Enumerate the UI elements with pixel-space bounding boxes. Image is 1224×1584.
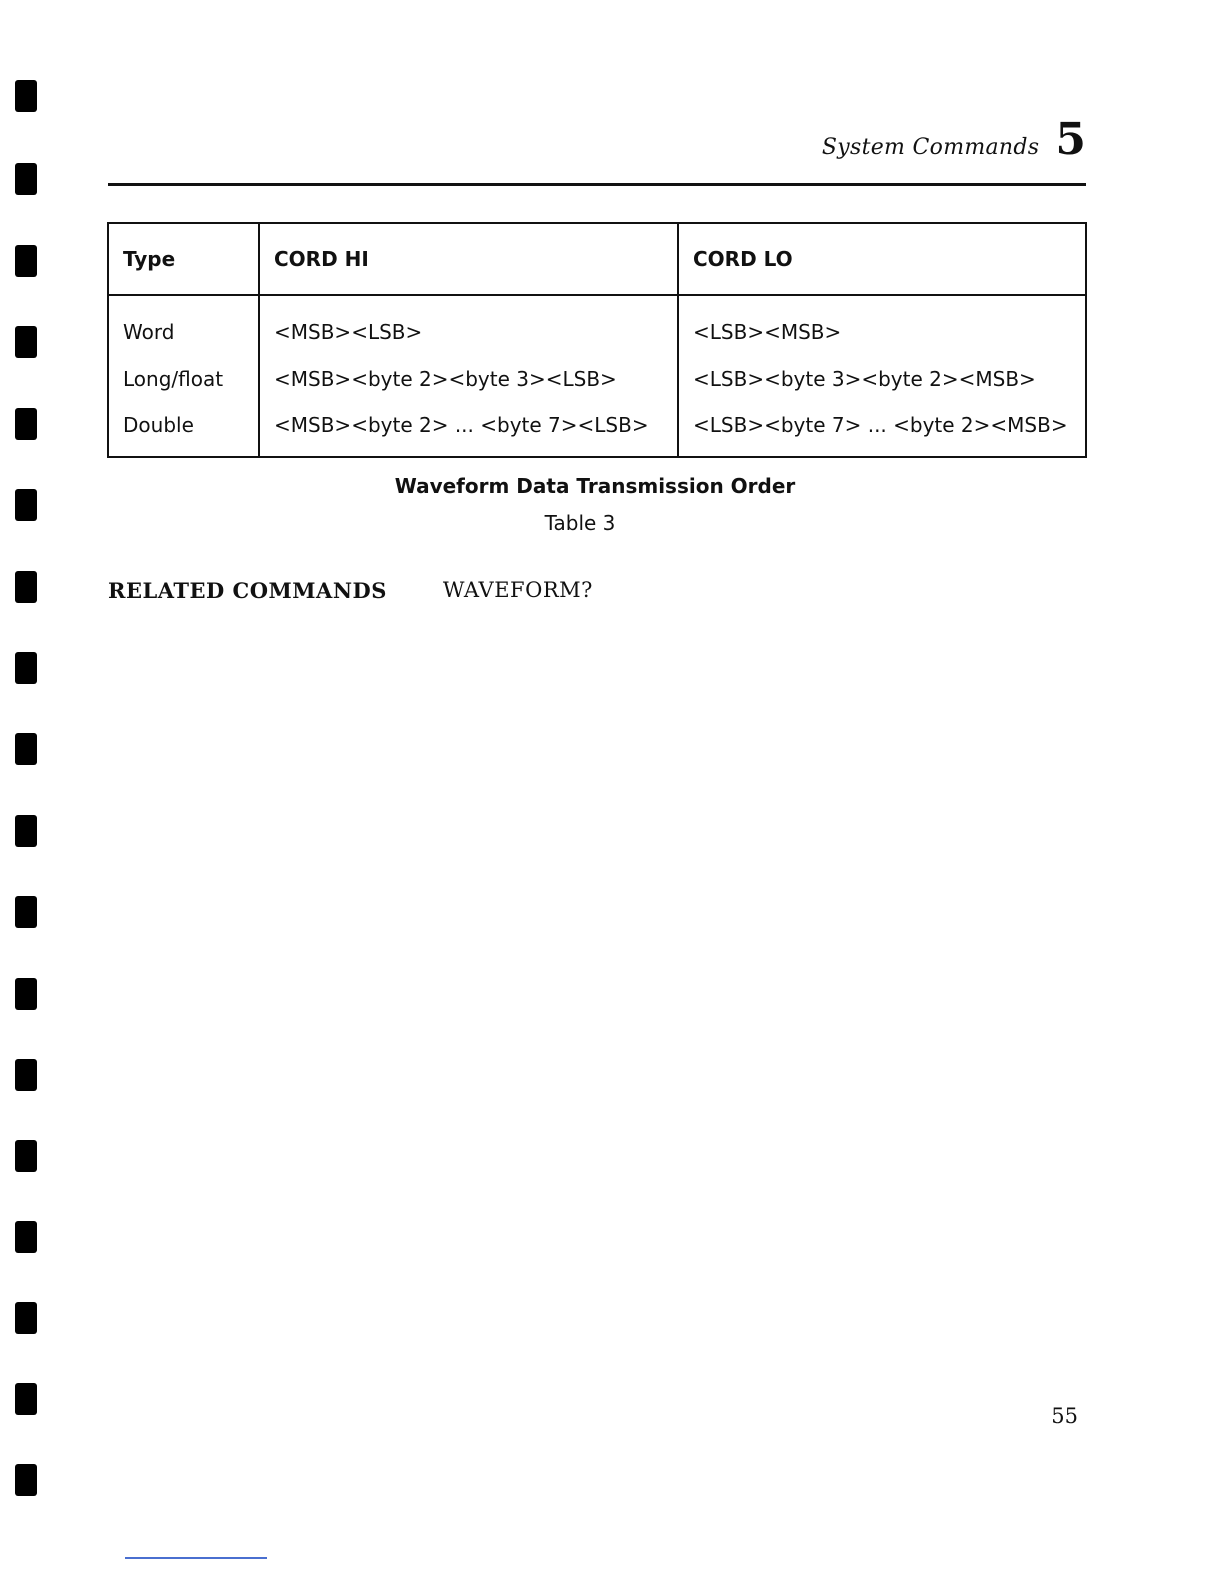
binder-punch-mark xyxy=(15,1140,37,1172)
cell-type: Long/float xyxy=(108,356,259,402)
header-rule xyxy=(108,183,1086,186)
column-header-cord-lo: CORD LO xyxy=(678,223,1086,295)
related-commands-label: RELATED COMMANDS xyxy=(108,578,387,603)
binder-punch-mark xyxy=(15,815,37,847)
binder-punch-mark xyxy=(15,1302,37,1334)
binder-punch-mark xyxy=(15,163,37,195)
cell-cord-hi: <MSB><LSB> xyxy=(259,295,678,356)
binder-punch-mark xyxy=(15,326,37,358)
table-row xyxy=(108,295,1086,356)
table-row xyxy=(108,356,1086,402)
binder-punch-mark xyxy=(15,1383,37,1415)
binder-punch-mark xyxy=(15,896,37,928)
bottom-rule xyxy=(125,1557,267,1559)
cell-cord-lo: <LSB><MSB> xyxy=(678,295,1086,356)
column-header-type: Type xyxy=(108,223,259,295)
binder-punch-mark xyxy=(15,80,37,112)
column-header-cord-hi: CORD HI xyxy=(259,223,678,295)
page-header xyxy=(821,114,1086,165)
cell-cord-lo: <LSB><byte 3><byte 2><MSB> xyxy=(678,356,1086,402)
table-caption-title: Waveform Data Transmission Order xyxy=(394,474,796,498)
table-row xyxy=(108,402,1086,457)
binder-punch-mark xyxy=(15,1059,37,1091)
table-header-row xyxy=(108,223,1086,295)
binder-punch-mark xyxy=(15,245,37,277)
chapter-number: 5 xyxy=(1055,114,1086,165)
page-number: 55 xyxy=(1051,1404,1078,1428)
waveform-order-table xyxy=(107,222,1087,458)
binder-punch-mark xyxy=(15,571,37,603)
binder-punch-mark xyxy=(15,978,37,1010)
cell-cord-lo: <LSB><byte 7> ... <byte 2><MSB> xyxy=(678,402,1086,457)
cell-cord-hi: <MSB><byte 2><byte 3><LSB> xyxy=(259,356,678,402)
related-commands-value: WAVEFORM? xyxy=(442,578,593,602)
binder-punch-mark xyxy=(15,408,37,440)
binder-punch-mark xyxy=(15,733,37,765)
binder-punch-mark xyxy=(15,652,37,684)
section-title: System Commands xyxy=(821,135,1040,160)
related-commands xyxy=(108,578,593,603)
table-caption-number: Table 3 xyxy=(544,511,616,535)
cell-cord-hi: <MSB><byte 2> ... <byte 7><LSB> xyxy=(259,402,678,457)
cell-type: Word xyxy=(108,295,259,356)
binder-punch-mark xyxy=(15,1221,37,1253)
binder-punch-mark xyxy=(15,1464,37,1496)
cell-type: Double xyxy=(108,402,259,457)
